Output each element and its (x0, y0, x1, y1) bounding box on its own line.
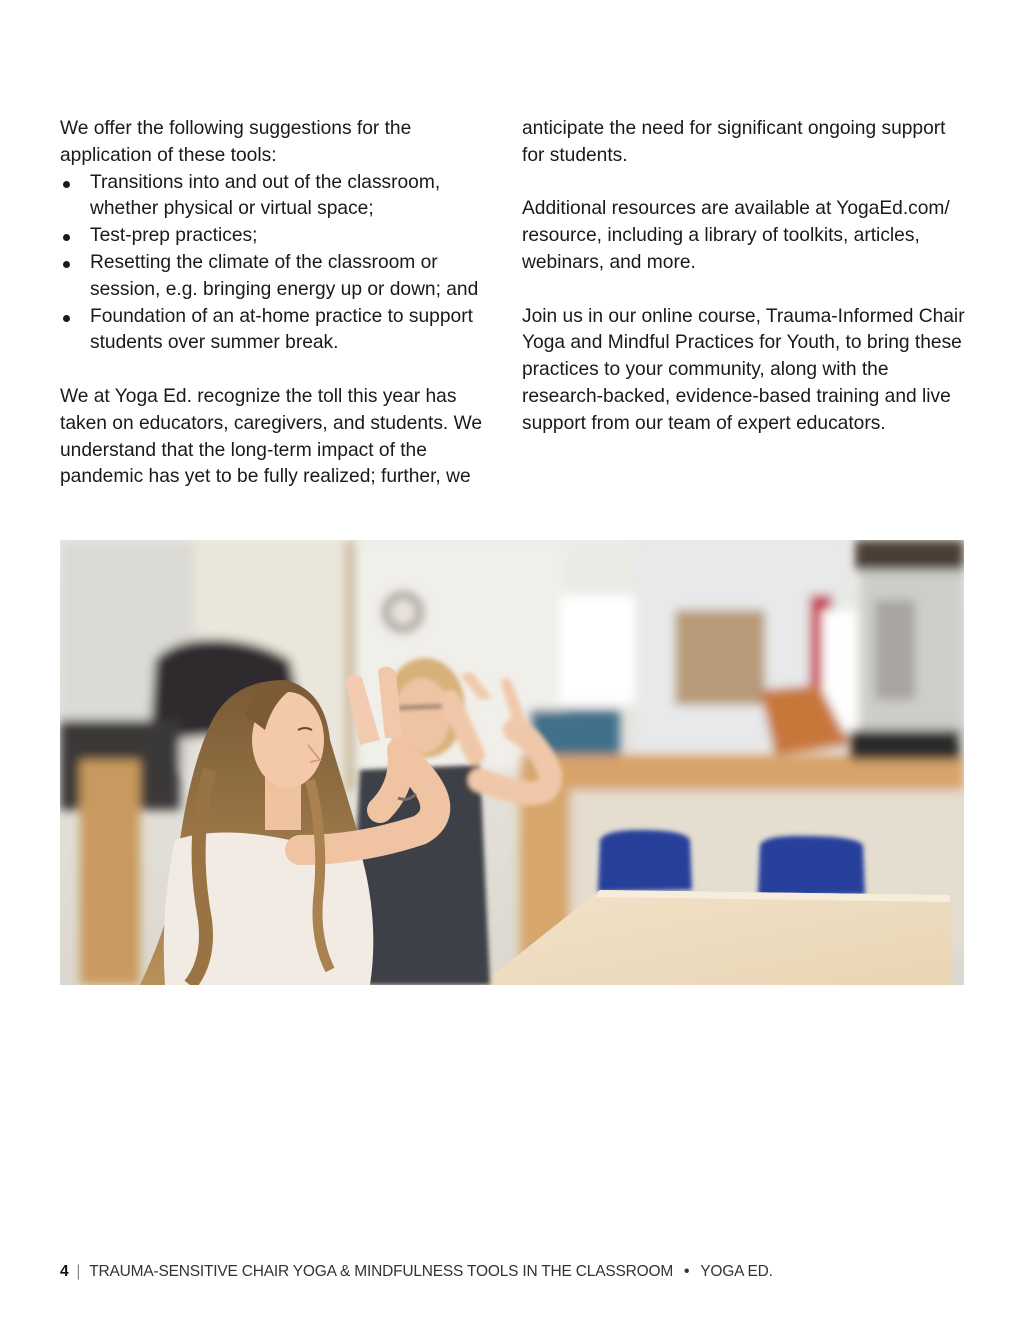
footer-bullet: • (684, 1263, 690, 1280)
footer-title: TRAUMA-SENSITIVE CHAIR YOGA & MINDFULNESS TOOLS IN THE CLASSROOM (89, 1263, 674, 1280)
page-number: 4 (60, 1263, 69, 1280)
list-item: Resetting the climate of the classroom or session, e.g. bringing energy up or down; and (60, 250, 492, 304)
list-item: Transitions into and out of the classroom, whether physical or virtual space; (60, 170, 492, 224)
suggestions-list (60, 170, 492, 358)
toll-paragraph: We at Yoga Ed. recognize the toll this year has taken on educators, caregivers, and students. We understand that the long-term impact of the pandemic has yet to be fully realized; further, we (60, 385, 483, 488)
right-column (522, 116, 968, 438)
intro-paragraph: We offer the following suggestions for the application of these tools: (60, 118, 412, 166)
footer-brand: YOGA ED. (700, 1263, 773, 1280)
continuation-paragraph: anticipate the need for significant ongoing support for students. (522, 118, 946, 166)
course-paragraph: Join us in our online course, Trauma-Informed Chair Yoga and Mindful Practices for Youth, to bring these practices to your community, along with the research-backed, evidence-based training and live support from our team of expert educators. (522, 305, 965, 434)
list-item: Foundation of an at-home practice to support students over summer break. (60, 304, 492, 358)
footer-separator: | (76, 1263, 81, 1280)
list-item: Test-prep practices; (60, 223, 492, 250)
classroom-yoga-photo (60, 540, 964, 985)
left-column (60, 116, 492, 491)
resources-paragraph: Additional resources are available at YogaEd.com/ resource, including a library of toolkits, articles, webinars, and more. (522, 198, 950, 273)
page-footer (60, 1262, 773, 1282)
